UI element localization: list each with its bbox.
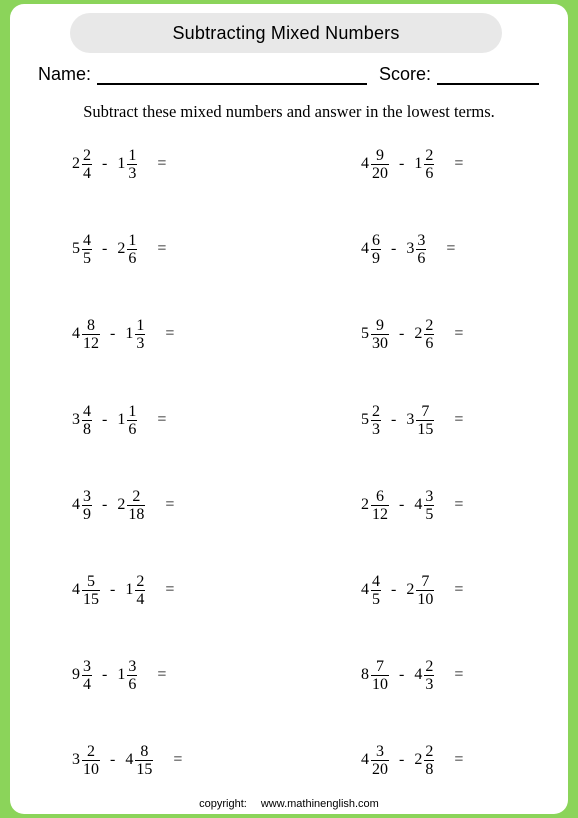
minus-sign: -	[399, 666, 405, 683]
mixed-number	[406, 232, 426, 267]
denominator: 6	[128, 420, 137, 438]
problem-item	[72, 229, 166, 269]
minus-sign: -	[399, 325, 405, 342]
fraction	[82, 147, 92, 182]
problem-item	[361, 570, 463, 610]
numerator: 9	[376, 146, 384, 164]
minus-sign: -	[391, 240, 397, 257]
minus-sign: -	[391, 581, 397, 598]
mixed-number	[414, 317, 434, 352]
whole-number: 4	[125, 751, 134, 768]
numerator: 2	[136, 572, 145, 590]
denominator: 18	[128, 505, 145, 523]
mixed-number	[72, 403, 92, 438]
problem-item	[72, 314, 174, 354]
whole-number: 4	[72, 581, 80, 598]
mixed-number	[125, 573, 145, 608]
numerator: 1	[128, 402, 137, 420]
denominator: 5	[83, 249, 91, 267]
numerator: 3	[128, 657, 137, 675]
denominator: 9	[372, 249, 380, 267]
equals-sign: =	[157, 666, 167, 683]
numerator: 1	[136, 316, 145, 334]
name-line	[97, 65, 367, 85]
problem-item	[72, 400, 166, 440]
mixed-number	[361, 743, 389, 778]
numerator: 4	[372, 572, 380, 590]
equals-sign: =	[165, 581, 175, 598]
fraction	[371, 488, 389, 523]
problem-item	[361, 144, 463, 184]
worksheet	[10, 4, 568, 814]
whole-number: 3	[72, 411, 80, 428]
worksheet-title: Subtracting Mixed Numbers	[70, 13, 502, 53]
denominator: 8	[425, 760, 434, 778]
numerator: 4	[83, 231, 91, 249]
fraction	[135, 317, 145, 352]
whole-number: 4	[361, 240, 369, 257]
equals-sign: =	[454, 581, 464, 598]
equals-sign: =	[454, 751, 464, 768]
numerator: 2	[132, 487, 141, 505]
problem-item	[72, 655, 166, 695]
whole-number: 1	[117, 666, 126, 683]
equals-sign: =	[454, 496, 464, 513]
mixed-number	[117, 403, 137, 438]
whole-number: 4	[361, 155, 369, 172]
footer	[10, 798, 568, 810]
minus-sign: -	[102, 496, 108, 513]
mixed-number	[361, 488, 389, 523]
mixed-number	[361, 403, 381, 438]
equals-sign: =	[165, 325, 175, 342]
denominator: 12	[372, 505, 388, 523]
minus-sign: -	[399, 155, 405, 172]
fraction	[416, 403, 434, 438]
numerator: 9	[376, 316, 384, 334]
mixed-number	[117, 658, 137, 693]
score-field	[379, 64, 539, 85]
website-link: www.mathinenglish.com	[260, 798, 379, 810]
problem-item	[361, 229, 455, 269]
minus-sign: -	[391, 411, 397, 428]
mixed-number	[361, 658, 389, 693]
name-label: Name:	[38, 64, 92, 84]
denominator: 5	[425, 505, 434, 523]
whole-number: 1	[125, 581, 134, 598]
whole-number: 4	[72, 496, 80, 513]
numerator: 1	[128, 146, 137, 164]
whole-number: 3	[406, 411, 415, 428]
score-line	[437, 65, 539, 85]
minus-sign: -	[110, 751, 116, 768]
whole-number: 8	[361, 666, 369, 683]
whole-number: 1	[117, 411, 126, 428]
numerator: 8	[87, 316, 95, 334]
problem-item	[72, 144, 166, 184]
fraction	[416, 573, 434, 608]
minus-sign: -	[110, 325, 116, 342]
mixed-number	[361, 232, 381, 267]
fraction	[371, 403, 381, 438]
minus-sign: -	[102, 411, 108, 428]
minus-sign: -	[102, 666, 108, 683]
minus-sign: -	[102, 240, 108, 257]
whole-number: 3	[72, 751, 80, 768]
equals-sign: =	[446, 240, 456, 257]
score-label: Score:	[379, 64, 432, 84]
mixed-number	[72, 573, 100, 608]
fraction	[82, 573, 100, 608]
numerator: 2	[425, 742, 434, 760]
copyright-label: copyright:	[199, 798, 247, 810]
denominator: 4	[136, 590, 145, 608]
name-field	[38, 64, 367, 85]
whole-number: 5	[361, 325, 369, 342]
mixed-number	[414, 743, 434, 778]
equals-sign: =	[454, 411, 464, 428]
fraction	[82, 403, 92, 438]
fraction	[127, 403, 137, 438]
fraction	[82, 317, 100, 352]
fraction	[416, 232, 426, 267]
numerator: 7	[421, 402, 430, 420]
numerator: 2	[425, 316, 434, 334]
numerator: 3	[425, 487, 434, 505]
fraction	[82, 743, 100, 778]
fraction	[371, 658, 389, 693]
fraction	[424, 658, 434, 693]
whole-number: 2	[414, 325, 423, 342]
denominator: 20	[372, 164, 388, 182]
whole-number: 2	[117, 240, 126, 257]
denominator: 6	[417, 249, 426, 267]
fraction	[127, 232, 137, 267]
fraction	[127, 658, 137, 693]
equals-sign: =	[454, 666, 464, 683]
whole-number: 2	[361, 496, 369, 513]
mixed-number	[406, 403, 434, 438]
numerator: 7	[376, 657, 384, 675]
minus-sign: -	[399, 751, 405, 768]
whole-number: 4	[414, 666, 423, 683]
numerator: 6	[372, 231, 380, 249]
equals-sign: =	[165, 496, 175, 513]
denominator: 3	[425, 675, 434, 693]
denominator: 6	[425, 164, 434, 182]
denominator: 15	[136, 760, 153, 778]
mixed-number	[117, 232, 137, 267]
denominator: 15	[83, 590, 99, 608]
minus-sign: -	[110, 581, 116, 598]
denominator: 12	[83, 334, 99, 352]
mixed-number	[72, 658, 92, 693]
minus-sign: -	[399, 496, 405, 513]
denominator: 30	[372, 334, 388, 352]
denominator: 10	[417, 590, 434, 608]
fraction	[424, 147, 434, 182]
equals-sign: =	[173, 751, 183, 768]
denominator: 3	[136, 334, 145, 352]
denominator: 8	[83, 420, 91, 438]
whole-number: 4	[361, 751, 369, 768]
fraction	[135, 573, 145, 608]
denominator: 5	[372, 590, 380, 608]
fraction	[371, 743, 389, 778]
problem-item	[361, 485, 463, 525]
minus-sign: -	[102, 155, 108, 172]
numerator: 4	[83, 402, 91, 420]
fraction	[127, 488, 145, 523]
equals-sign: =	[157, 240, 167, 257]
instructions: Subtract these mixed numbers and answer in the lowest terms.	[83, 102, 495, 121]
mixed-number	[361, 317, 389, 352]
whole-number: 3	[406, 240, 415, 257]
problem-item	[72, 570, 174, 610]
mixed-number	[72, 317, 100, 352]
numerator: 2	[425, 146, 434, 164]
equals-sign: =	[454, 325, 464, 342]
fraction	[424, 488, 434, 523]
whole-number: 9	[72, 666, 80, 683]
mixed-number	[72, 743, 100, 778]
mixed-number	[72, 232, 92, 267]
problem-item	[72, 485, 174, 525]
mixed-number	[414, 488, 434, 523]
mixed-number	[406, 573, 434, 608]
numerator: 1	[128, 231, 137, 249]
numerator: 3	[83, 657, 91, 675]
numerator: 2	[83, 146, 91, 164]
problem-item	[361, 655, 463, 695]
numerator: 7	[421, 572, 430, 590]
problem-item	[72, 740, 182, 780]
whole-number: 2	[117, 496, 126, 513]
fraction	[371, 147, 389, 182]
whole-number: 4	[414, 496, 423, 513]
mixed-number	[361, 147, 389, 182]
fraction	[127, 147, 137, 182]
denominator: 4	[83, 164, 91, 182]
denominator: 6	[425, 334, 434, 352]
numerator: 3	[83, 487, 91, 505]
fraction	[82, 488, 92, 523]
mixed-number	[117, 147, 137, 182]
whole-number: 2	[72, 155, 80, 172]
denominator: 9	[83, 505, 91, 523]
denominator: 4	[83, 675, 91, 693]
numerator: 2	[425, 657, 434, 675]
fraction	[82, 658, 92, 693]
denominator: 3	[128, 164, 137, 182]
whole-number: 5	[361, 411, 369, 428]
equals-sign: =	[157, 411, 167, 428]
fraction	[371, 232, 381, 267]
mixed-number	[361, 573, 381, 608]
denominator: 10	[83, 760, 99, 778]
mixed-number	[414, 147, 434, 182]
problem-item	[361, 740, 463, 780]
denominator: 3	[372, 420, 380, 438]
fraction	[135, 743, 153, 778]
numerator: 2	[372, 402, 380, 420]
mixed-number	[125, 743, 153, 778]
mixed-number	[414, 658, 434, 693]
whole-number: 2	[414, 751, 423, 768]
denominator: 10	[372, 675, 388, 693]
fraction	[371, 573, 381, 608]
problem-item	[361, 400, 463, 440]
problem-item	[361, 314, 463, 354]
mixed-number	[72, 147, 92, 182]
fraction	[424, 317, 434, 352]
whole-number: 2	[406, 581, 415, 598]
equals-sign: =	[157, 155, 167, 172]
denominator: 20	[372, 760, 388, 778]
fraction	[82, 232, 92, 267]
numerator: 3	[376, 742, 384, 760]
numerator: 2	[87, 742, 95, 760]
whole-number: 1	[125, 325, 134, 342]
whole-number: 5	[72, 240, 80, 257]
whole-number: 1	[117, 155, 126, 172]
whole-number: 4	[361, 581, 369, 598]
equals-sign: =	[454, 155, 464, 172]
denominator: 6	[128, 675, 137, 693]
numerator: 3	[417, 231, 426, 249]
fraction	[424, 743, 434, 778]
whole-number: 1	[414, 155, 423, 172]
mixed-number	[72, 488, 92, 523]
denominator: 6	[128, 249, 137, 267]
mixed-number	[117, 488, 145, 523]
denominator: 15	[417, 420, 434, 438]
mixed-number	[125, 317, 145, 352]
numerator: 8	[140, 742, 149, 760]
whole-number: 4	[72, 325, 80, 342]
fraction	[371, 317, 389, 352]
numerator: 5	[87, 572, 95, 590]
numerator: 6	[376, 487, 384, 505]
